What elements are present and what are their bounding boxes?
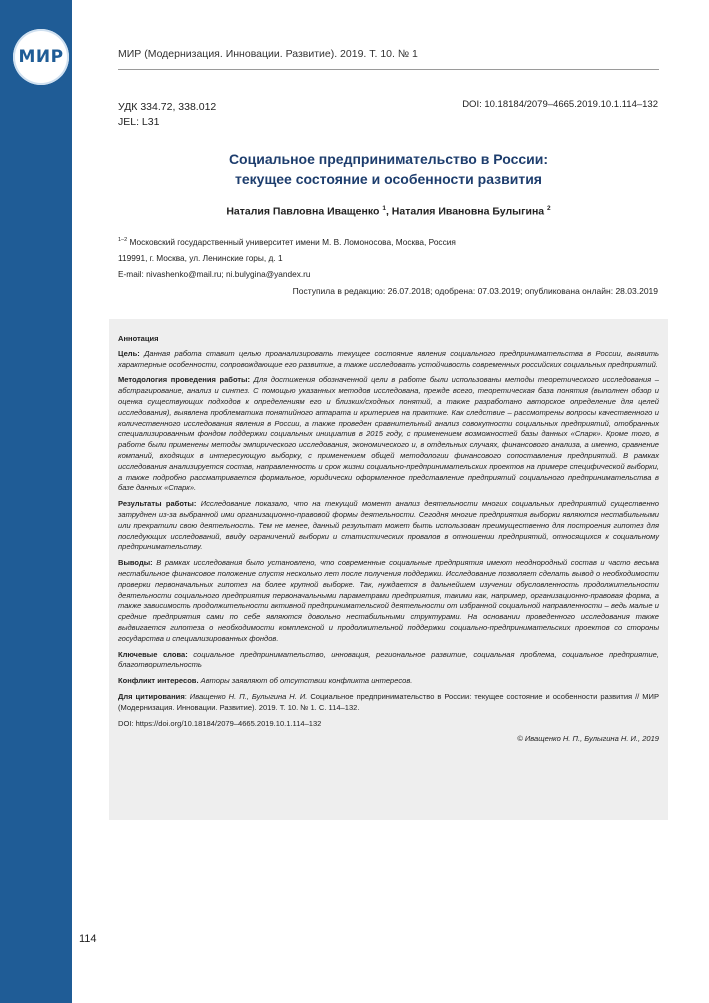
conflict-label: Конфликт интересов. (118, 676, 199, 686)
method-text: Для достижения обозначенной цели в работе были использованы методы теоретического исследования – абстрагирование, анализ и синтез. С помощью указанных методов исследована, прежде всего, теоретическая база понятия (выполнен обзор и оценка существующих подходов к определениям его и близких/сходных понятий, а также разработано авторское определение для целей исследования), выявлена проблематика понятийного аппарата и критериев на практике. Как следствие – рассмотрены вопросы качественного и количественного исследования явления в России, а также проведен сравнительный анализ совокупности социальных предприятий, отобранных специализированным фондом поддержки социальных инициатив в 2015 году, с применением возможностей базы данных «Спарк». Кроме того, в работе были применены методы эмпирического исследования, экономического и, в отдельных случаях, финансового анализа, а именно, сравнение компаний, входящих в интересующую выборку, с применением общей методологии финансового сопоставления предприятий. В рамках исследования анализируется состав, направленность и срок жизни социально-предпринимательских проектов на примере специфической выборки, а также подробно рассматривается формальное, юридически оформленное представление предприятий социального предпринимательства в базе данных «Спарк». (118, 375, 659, 493)
title-line-2: текущее состояние и особенности развития (235, 171, 542, 187)
doi-header: DOI: 10.18184/2079–4665.2019.10.1.114–132 (462, 99, 658, 110)
authors: Наталия Павловна Иващенко $^1$, Наталия Ивановна Булыгина $^2$ (226, 205, 551, 218)
conflict-of-interest (118, 676, 659, 687)
results-label: Результаты работы: (118, 499, 197, 509)
keywords-label: Ключевые слова: (118, 649, 188, 659)
affiliation (118, 232, 456, 282)
keywords-text: социальное предпринимательство, инновация, региональное развитие, социальная проблема, социальное предприятие, благотворительность (118, 649, 659, 670)
classification-codes (118, 100, 216, 130)
logo-text: МИР (18, 47, 64, 67)
copyright: © Иващенко Н. П., Булыгина Н. И., 2019 (517, 734, 659, 744)
journal-logo (13, 29, 69, 85)
results-text: Исследование показало, что на текущий момент анализ деятельности многих социальных предприятий существенно затруднен из-за выбранной ими организационно-правовой формы деятельности. Сегодня многие предприятия выборки являются нестабильными или прекратили свою деятельность. Тем не менее, данный результат может быть использован преимущественно для построения гипотез для последующих исследований, ввиду ограничений выборки и статистических провалов в отношении предприятий, относящихся к социальному предпринимательству. (118, 499, 659, 552)
conclusions-label: Выводы: (118, 558, 153, 568)
abstract-heading: Аннотация (118, 334, 159, 343)
title-line-1: Социальное предпринимательство в России: (228, 151, 549, 167)
journal-header: МИР (Модернизация. Инновации. Развитие). 2019. Т. 10. № 1 (118, 48, 418, 60)
publication-dates: Поступила в редакцию: 26.07.2018; одобрена: 07.03.2019; опубликована онлайн: 28.03.2019 (292, 286, 658, 296)
method-label: Методология проведения работы: (118, 375, 251, 385)
author-1-sup: 1 (382, 205, 386, 212)
citation-label: Для цитирования (118, 691, 185, 701)
author-2: Наталия Ивановна Булыгина (391, 205, 545, 218)
abstract-results (118, 499, 659, 553)
abstract-methodology (118, 375, 659, 494)
author-2-sup: 2 (547, 205, 551, 212)
author-emails: E-mail: nivashenko@mail.ru; ni.bulygina@yandex.ru (118, 268, 311, 279)
affil-line-2: 119991, г. Москва, ул. Ленинские горы, д. 1 (118, 252, 283, 263)
citation: Для цитирования: Иващенко Н. П., Булыгина Н. И. Социальное предпринимательство в России: текущее состояние и особенности развития // МИР (Модернизация. Инновации. Развитие). 2019. Т. 10. № 1. С. 114–132. (118, 691, 659, 712)
author-1: Наталия Павловна Иващенко (226, 205, 380, 218)
keywords (118, 650, 659, 672)
udk-code: УДК 334.72, 338.012 (118, 101, 217, 113)
affil-line-1: Московский государственный университет имени М. В. Ломоносова, Москва, Россия (129, 236, 456, 247)
citation-text: Социальное предпринимательство в России: текущее состояние и особенности развития // МИР (Модернизация. Инновации. Развитие). 2019. Т. 10. № 1. С. 114–132. (118, 691, 659, 712)
goal-label: Цель: (118, 348, 140, 358)
affil-sup: 1–2 (118, 237, 128, 243)
header-divider (118, 69, 659, 70)
abstract-goal (118, 349, 659, 371)
citation-authors: Иващенко Н. П., Булыгина Н. И. (189, 691, 308, 701)
abstract (118, 334, 659, 750)
jel-code: JEL: L31 (118, 116, 160, 128)
conflict-text: Авторы заявляют об отсутствии конфликта интересов. (200, 676, 413, 686)
article-doi-link[interactable]: DOI: https://doi.org/10.18184/2079–4665.2019.10.1.114–132 (118, 718, 322, 728)
conclusions-text: В рамках исследования было установлено, что современные социальные предприятия имеют неоднородный состав и часто весьма нестабильное финансовое положение спустя несколько лет после получения поддержки. Исследование позволяет сделать вывод о необходимости проверки первоначальных гипотез на более крупной выборке. Так, нуждается в дальнейшем изучении обусловленность продолжительности деятельности социального предприятия первоначальными параметрами предприятия, такими как, например, организационно-правовая форма, а также зависимость продолжительности активной предпринимательской деятельности от избранной социальной направленности – ведь малые и средние предприятия сами по себе являются довольно нестабильными структурами. На основании проведенного исследования также выдвигается гипотеза о необходимости комплексной и продолжительной поддержки социально-предпринимательских проектов со стороны государства и специализированных фондов. (118, 558, 659, 643)
goal-text: Данная работа ставит целью проанализировать текущее состояние явления социального предпринимательства в России, выявить характерные особенности, сопровождающие его развитие, а также исследовать устойчивость современных российских социальных предприятий. (118, 348, 659, 369)
abstract-conclusions (118, 558, 659, 644)
article-title (118, 149, 659, 189)
sidebar-stripe (0, 0, 72, 1003)
page-number: 114 (79, 933, 97, 945)
